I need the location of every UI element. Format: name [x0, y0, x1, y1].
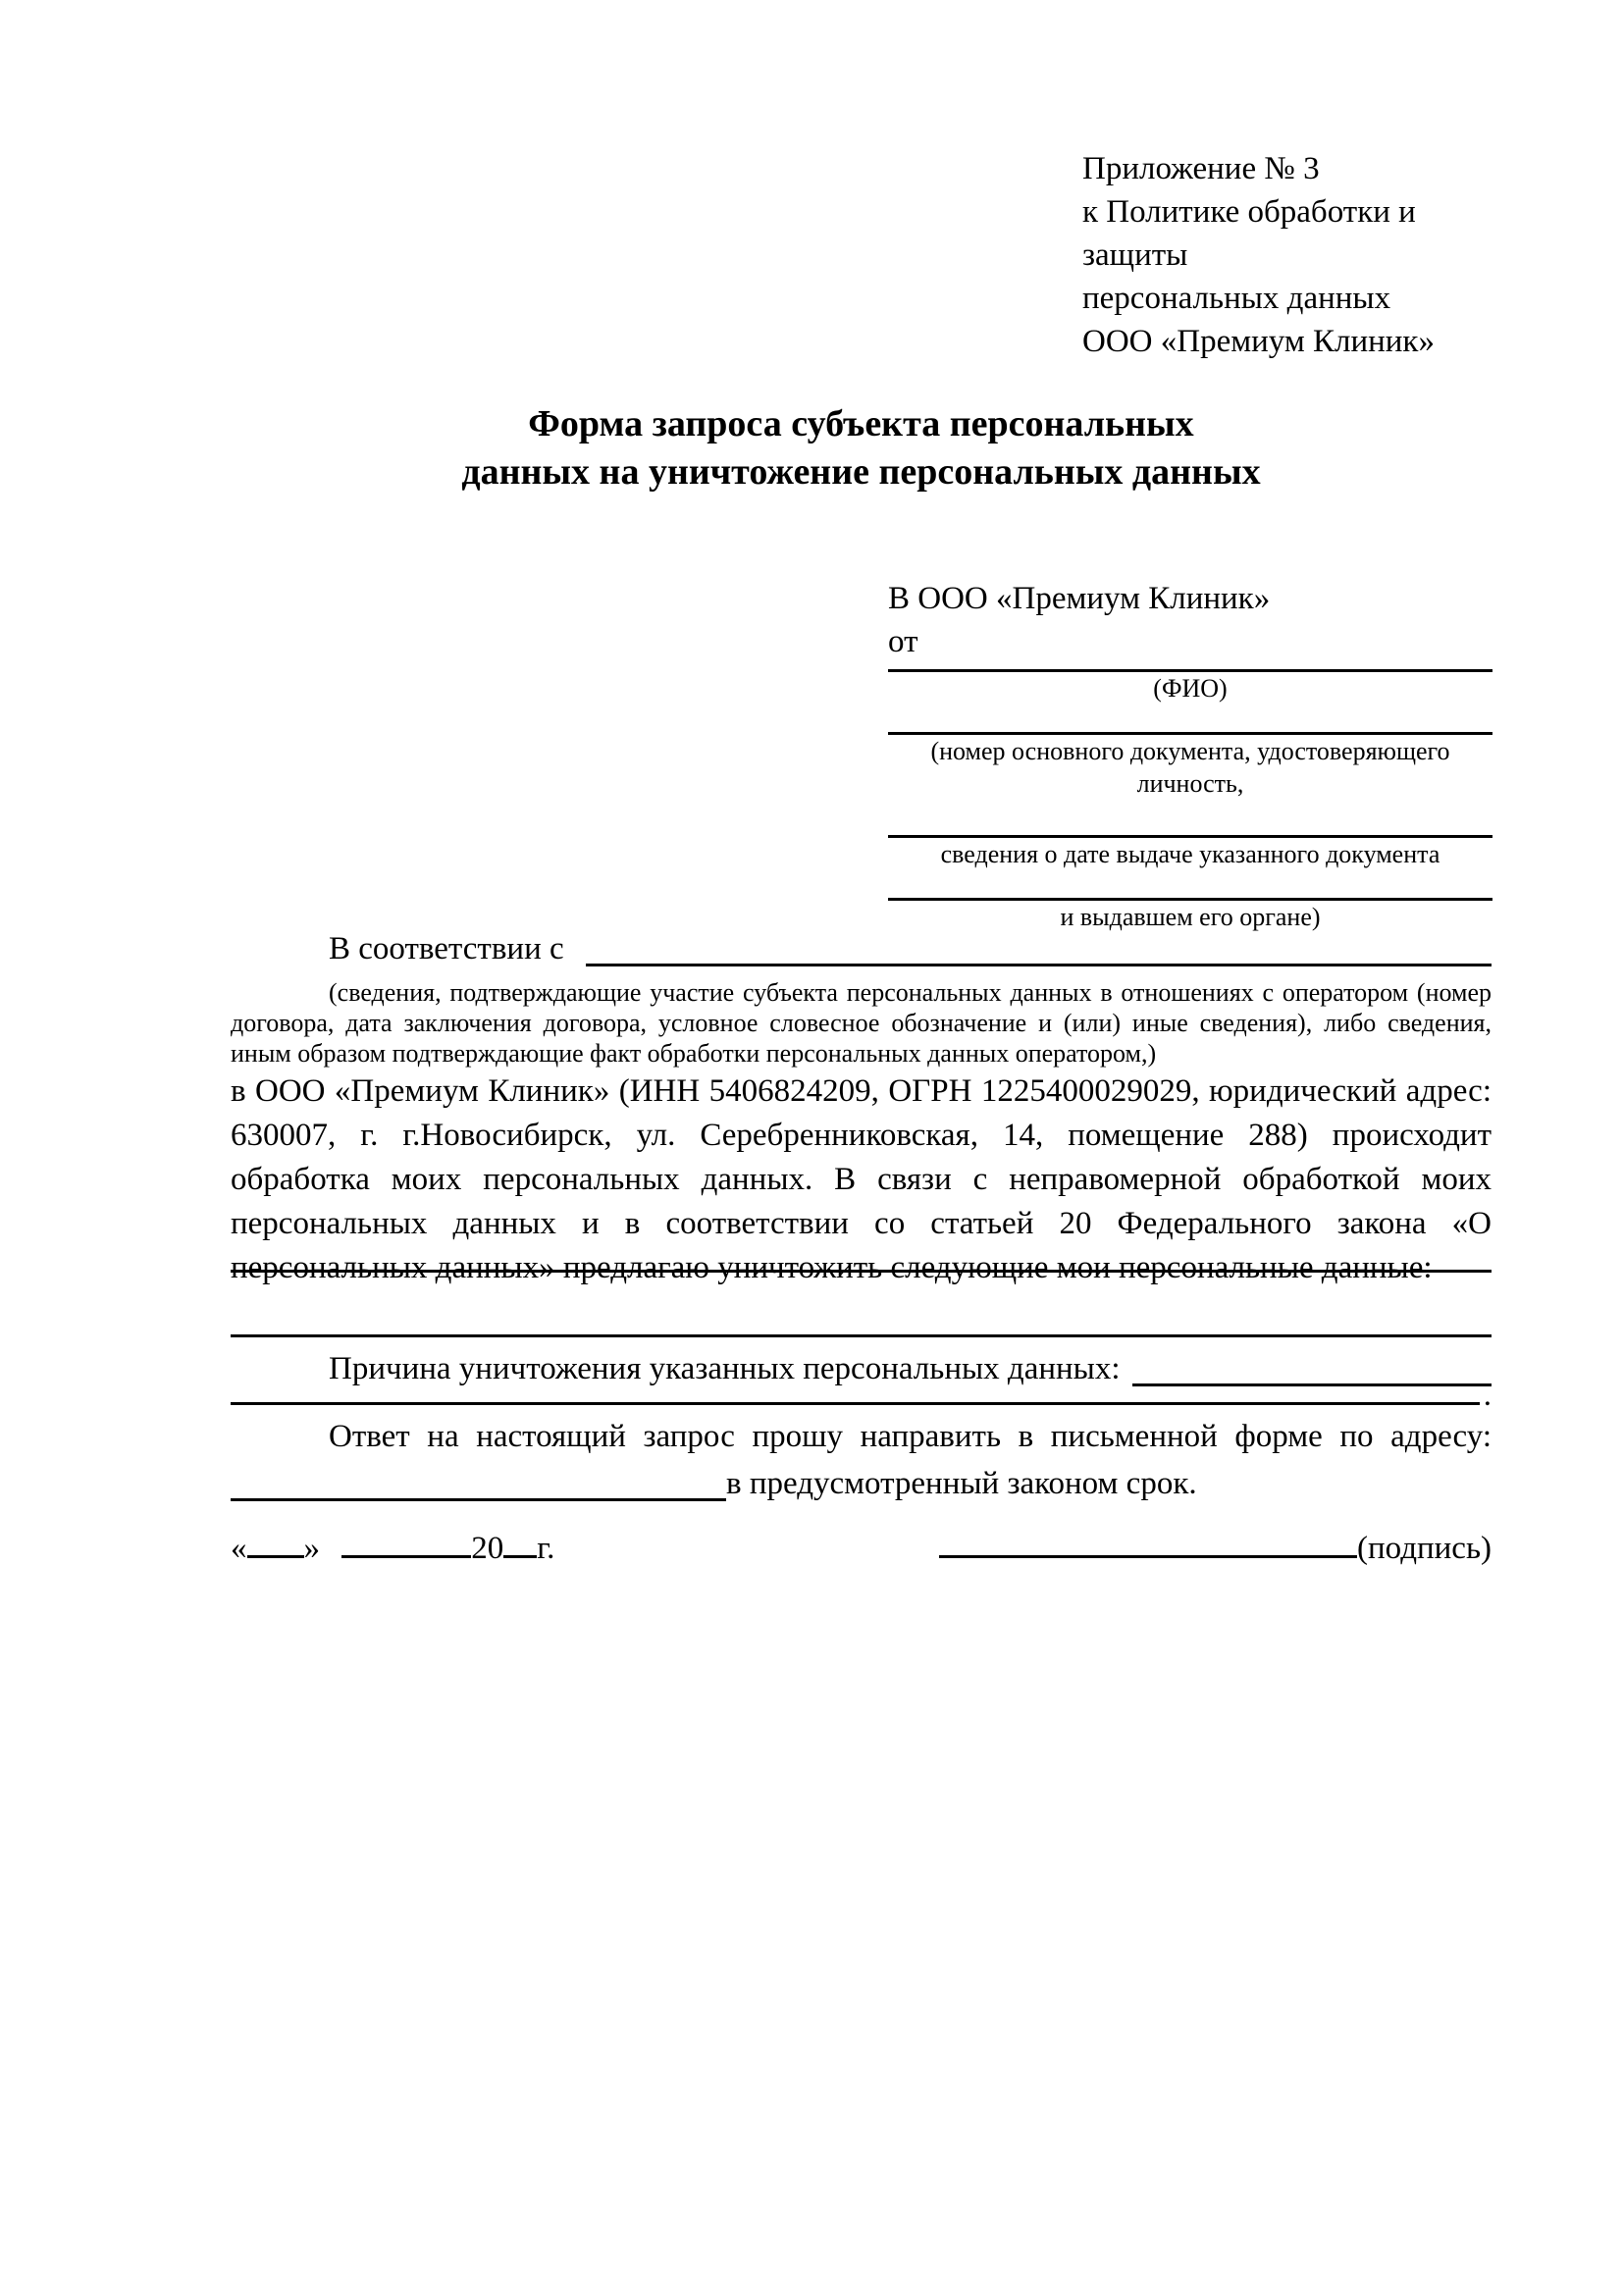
signature-group — [939, 1527, 1492, 1570]
id-document-line — [888, 704, 1492, 735]
issue-date-line — [888, 800, 1492, 838]
addressee-to: В ООО «Премиум Клиник» — [888, 581, 1271, 616]
main-paragraph: в ООО «Премиум Клиник» (ИНН 5406824209, ОГРН 1225400029029, юридический адрес: 630007, г. г.Новосибирск, ул. Серебренниковская, 14, помещение 288) происходит обработка моих персональных данных. В связи с неправомерной обработкой моих персональных данных и в соответствии со статьей 20 Федерального закона «О персональных данных» предлагаю уничтожить следующие мои персональные данные: — [231, 1073, 1492, 1285]
date-day-line — [247, 1555, 304, 1558]
answer-address-row — [231, 1462, 1492, 1506]
appendix-line: к Политике обработки и защиты — [1082, 194, 1416, 273]
fio-line — [888, 663, 1492, 672]
appendix-line: Приложение № 3 — [1082, 151, 1320, 186]
addressee-from-label: от — [888, 624, 918, 659]
id-document-caption: (номер основного документа, удостоверяющего личность, — [930, 737, 1450, 798]
issue-date-caption: сведения о дате выдаче указанного документа — [940, 840, 1440, 868]
date-month-line — [341, 1555, 471, 1558]
date-year-suffix: г. — [537, 1531, 555, 1566]
id-document-field — [888, 704, 1492, 800]
accordance-fill-line — [586, 964, 1492, 966]
reason-continuation-row — [231, 1378, 1492, 1413]
date-year-line — [503, 1555, 537, 1558]
issuing-authority-field — [888, 870, 1492, 933]
address-fill-line — [231, 1498, 726, 1501]
appendix-line: ООО «Премиум Клиник» — [1082, 324, 1435, 359]
date-open-quote: « — [231, 1531, 247, 1566]
accordance-note: (сведения, подтверждающие участие субъекта персональных данных в отношениях с оператором (номер договора, дата заключения договора, условное словесное обозначение и (или) иные сведения), либо сведения, иным образом подтверждающие факт обработки персональных данных оператором,) — [231, 978, 1492, 1068]
date-close-quote: » — [303, 1531, 329, 1566]
personal-data-line-2 — [231, 1334, 1492, 1337]
date-year-prefix: 20 — [471, 1531, 504, 1566]
date-group — [231, 1527, 554, 1570]
date-signature-row — [231, 1527, 1492, 1570]
accordance-lead: В соответствии с — [329, 931, 572, 966]
issuing-authority-line — [888, 870, 1492, 901]
signature-caption: (подпись) — [1357, 1531, 1492, 1566]
answer-tail: в предусмотренный законом срок. — [726, 1466, 1197, 1501]
reason-label: Причина уничтожения указанных персональных данных: — [329, 1351, 1121, 1386]
signature-line — [939, 1555, 1357, 1558]
answer-sentence: Ответ на настоящий запрос прошу направить в письменной форме по адресу: — [329, 1419, 1492, 1454]
fio-field — [888, 663, 1492, 704]
appendix-line: персональных данных — [1082, 281, 1391, 316]
personal-data-line-1 — [231, 1270, 1492, 1273]
form-title: Форма запроса субъекта персональных данных на уничтожение персональных данных — [461, 403, 1261, 493]
reason-continuation-line — [231, 1402, 1480, 1405]
fio-caption: (ФИО) — [1153, 674, 1228, 703]
addressee-block — [888, 577, 1492, 933]
reason-period: . — [1483, 1378, 1492, 1413]
appendix-header — [1082, 147, 1504, 363]
issue-date-field — [888, 800, 1492, 870]
issuing-authority-caption: и выдавшем его органе) — [1060, 903, 1321, 931]
accordance-row — [231, 926, 1492, 971]
